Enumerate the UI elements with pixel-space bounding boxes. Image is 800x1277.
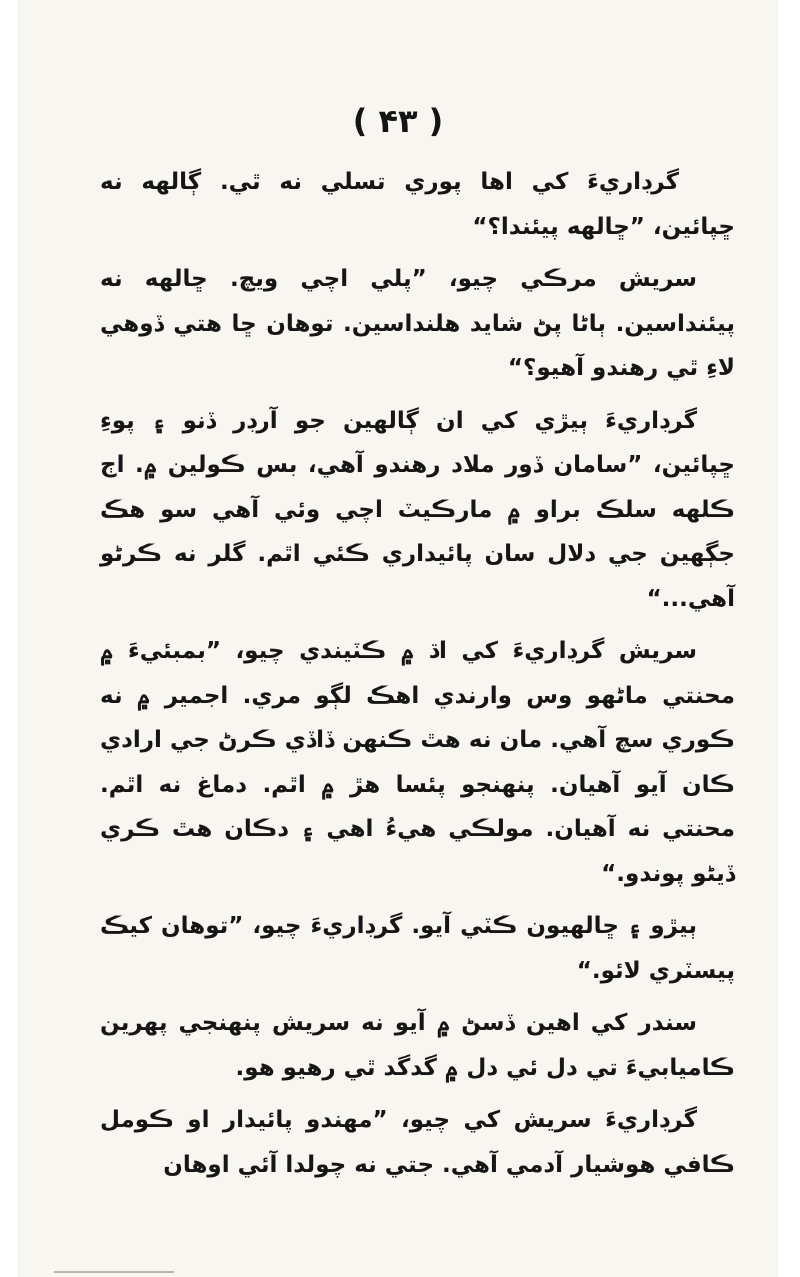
page-body (100, 160, 735, 1195)
paragraph: سندر کي اهين ڏسڻ ۾ آيو نه سريش پنهنجي پهرين ڪاميابيءَ تي دل ئي دل ۾ گدگد ٿي رهيو هو. (100, 1010, 735, 1081)
paragraph: گرڊاريءَ سريش کي چيو، ”مهندو پائيدار او ڪومل ڪافي هوشيار آدمي آهي. جتي نه چولدا آئي اوهان (100, 1107, 735, 1178)
paragraph: ٻيڙو ۽ ڇالهيون ڪٽي آيو. گرڊاريءَ چيو، ”توهان کيڪ پيسٽري لائو.“ (100, 913, 735, 984)
paragraph: سريش مرڪي چيو، ”پلي اچي ويچ. ڇالهه نه پيئنداسين. ٻاڻا پڻ شايد هلنداسين. توهان ڇا هتي ڏوهي لاءِ ٿي رهندو آهيو؟“ (100, 266, 735, 381)
paragraph: گرڊاريءَ کي اها پوري تسلي نه ٿي. ڳالهه نه ڇپائين، ”ڇالهه پيئندا؟“ (100, 169, 735, 240)
page-number: ( ۴۳ ) (352, 102, 444, 140)
book-page (18, 0, 778, 1277)
paragraph: گرڊاريءَ ٻيڙي کي ان ڳالهين جو آرڊر ڏنو ۽ پوءِ ڇپائين، ”سامان ڏور ملاد رهندو آهي، بس ڪولين ۾. اڄ ڪلهه سلڪ براو ۾ مارڪيٽ اچي وئي آهي سو هڪ جڳهين جي دلال سان پائيداري ڪئي اٿم. گلر نه ڪرڻو آهي...“ (100, 407, 735, 612)
paragraph: سريش گرڊاريءَ کي اڌ ۾ ڪٽيندي چيو، ”بمبئيءَ ۾ محنتي ماڻهو وس وارندي اهڪ لڳو مري. اجمير ۾ نه ڪوري سچ آهي. مان نه هٿ ڪنهن ڏاڏي ڪرڻ جي ارادي ڪان آيو آهيان. پنهنجو پئسا هڙ ۾ اٿم. دماغ نه اٿم. محنتي نه آهيان. مولڪي هيءُ اهي ۽ دڪان هٿ ڪري ڏيڻو پوندو.“ (100, 638, 735, 887)
page-edge-rule (54, 1271, 174, 1273)
